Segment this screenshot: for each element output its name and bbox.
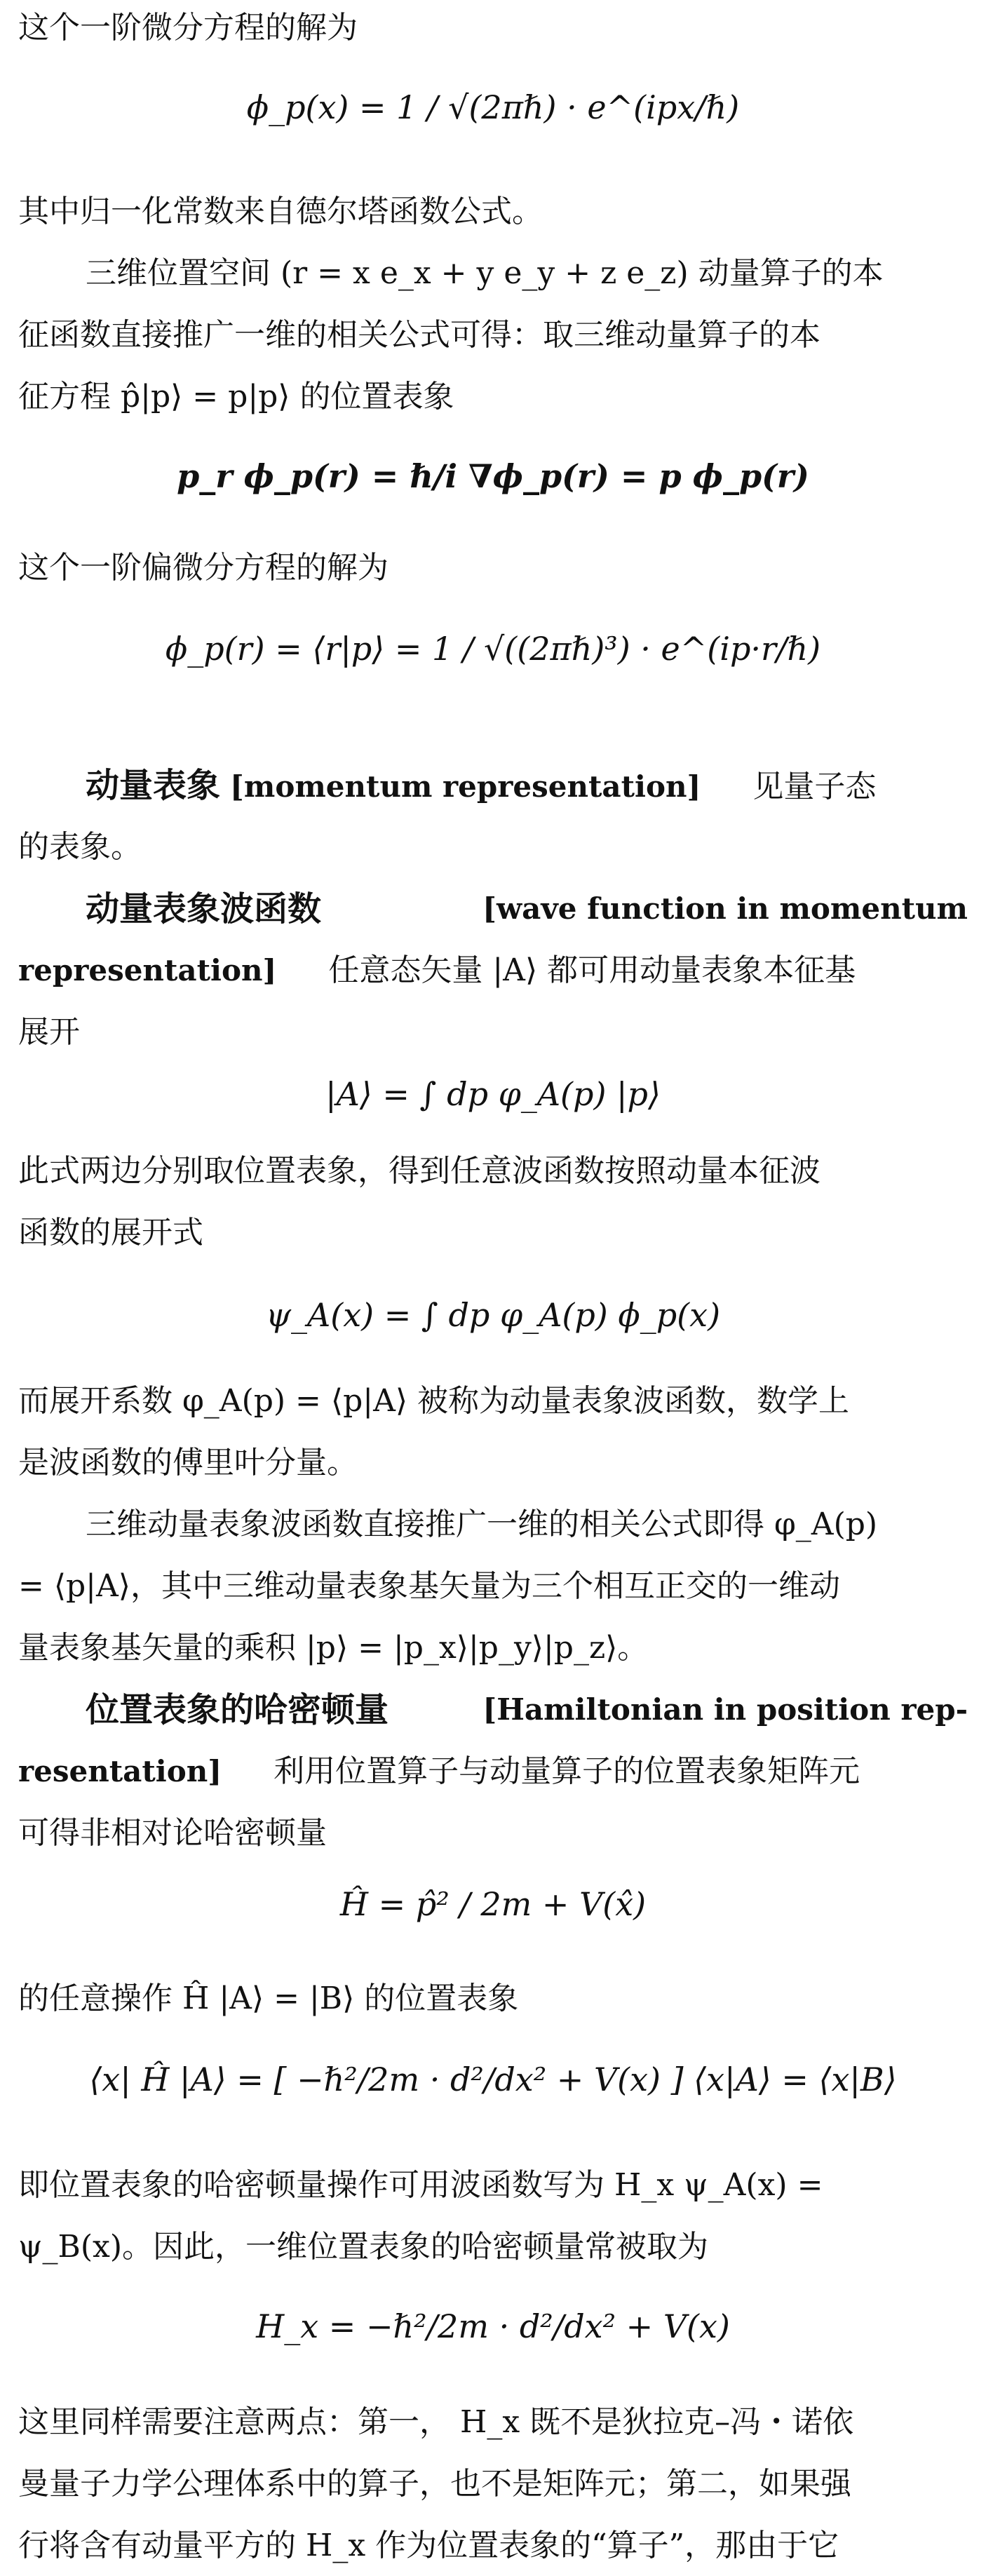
equation-text: ϕ_p(x) = 1 / √(2πℏ) · e^(ipx/ℏ): [246, 88, 740, 126]
text-line: 函数的展开式: [18, 1215, 203, 1250]
text-line: 三维位置空间 (r = x e_x + y e_y + z e_z) 动量算子的本: [86, 255, 884, 291]
text-line: 其中归一化常数来自德尔塔函数公式。: [18, 194, 543, 229]
text-line: 征方程 p̂|p⟩ = p|p⟩ 的位置表象: [18, 379, 454, 414]
equation: [0, 2055, 986, 2104]
equation: [0, 1070, 986, 1119]
entry-term: 动量表象: [86, 766, 221, 805]
equation: [0, 1290, 986, 1340]
equation-text: ψ_A(x) = ∫ dp φ_A(p) ϕ_p(x): [265, 1296, 721, 1334]
entry-english: [wave function in momentum: [482, 891, 968, 926]
equation: [0, 83, 986, 132]
text-line: ψ_B(x)。因此，一维位置表象的哈密顿量常被取为: [18, 2229, 708, 2265]
entry-english: [momentum representation]: [230, 769, 701, 804]
text-line: 量表象基矢量的乘积 |p⟩ = |p_x⟩|p_y⟩|p_z⟩。: [18, 1630, 649, 1666]
entry-term: 位置表象的哈密顿量: [86, 1690, 389, 1729]
text-line: 的任意操作 Ĥ |A⟩ = |B⟩ 的位置表象: [18, 1981, 519, 2016]
text-span: 任意态矢量 |A⟩ 都可用动量表象本征基: [328, 952, 856, 988]
equation-text: ⟨x| Ĥ |A⟩ = [ −ℏ²/2m · d²/dx² + V(x) ] ⟨x|A⟩ = ⟨x|B⟩: [89, 2061, 897, 2098]
equation: [0, 624, 986, 673]
text-line: 是波函数的傅里叶分量。: [18, 1445, 358, 1481]
text-line: 即位置表象的哈密顿量操作可用波函数写为 H_x ψ_A(x) =: [18, 2167, 823, 2203]
text-span: 利用位置算子与动量算子的位置表象矩阵元: [273, 1753, 860, 1789]
equation-text: ϕ_p(r) = ⟨r|p⟩ = 1 / √((2πℏ)³) · e^(ip·r/ℏ): [165, 630, 821, 668]
text-line: 曼量子力学公理体系中的算子，也不是矩阵元；第二，如果强: [18, 2466, 851, 2502]
text-line: 征函数直接推广一维的相关公式可得：取三维动量算子的本: [18, 317, 820, 353]
text-line: 行将含有动量平方的 H_x 作为位置表象的“算子”，那由于它: [18, 2528, 839, 2563]
equation: [0, 2302, 986, 2351]
entry-english: [Hamiltonian in position rep-: [482, 1692, 968, 1727]
entry-english: resentation]: [18, 1754, 222, 1788]
equation-text: H_x = −ℏ²/2m · d²/dx² + V(x): [256, 2307, 730, 2345]
text-line: 这里同样需要注意两点：第一， H_x 既不是狄拉克–冯・诺依: [18, 2404, 854, 2440]
equation: [0, 452, 986, 501]
equation-text: |A⟩ = ∫ dp φ_A(p) |p⟩: [325, 1075, 661, 1113]
text-line: 而展开系数 φ_A(p) = ⟨p|A⟩ 被称为动量表象波函数，数学上: [18, 1383, 849, 1419]
text-line: 展开: [18, 1014, 80, 1050]
text-line: 这个一阶偏微分方程的解为: [18, 550, 389, 586]
text-line: [18, 950, 968, 992]
entry-heading: [86, 1689, 968, 1731]
text-line: 可得非相对论哈密顿量: [18, 1815, 327, 1851]
text-line: 此式两边分别取位置表象，得到任意波函数按照动量本征波: [18, 1153, 820, 1189]
text-line: 这个一阶微分方程的解为: [18, 10, 358, 46]
equation-text: Ĥ = p̂² / 2m + V(x̂): [339, 1885, 647, 1923]
text-line: = ⟨p|A⟩，其中三维动量表象基矢量为三个相互正交的一维动: [18, 1568, 840, 1604]
text-line: 的表象。: [18, 829, 142, 865]
text-line: [18, 1751, 968, 1793]
entry-heading: [86, 764, 968, 808]
equation: [0, 1880, 986, 1929]
text-line: 三维动量表象波函数直接推广一维的相关公式即得 φ_A(p): [86, 1506, 878, 1542]
equation-text: p_r ϕ_p(r) = ℏ/i ∇ϕ_p(r) = p ϕ_p(r): [177, 457, 809, 495]
entry-term: 动量表象波函数: [86, 889, 322, 929]
entry-heading: [86, 888, 968, 930]
cross-reference: 见量子态: [752, 769, 877, 804]
entry-english: representation]: [18, 953, 277, 987]
